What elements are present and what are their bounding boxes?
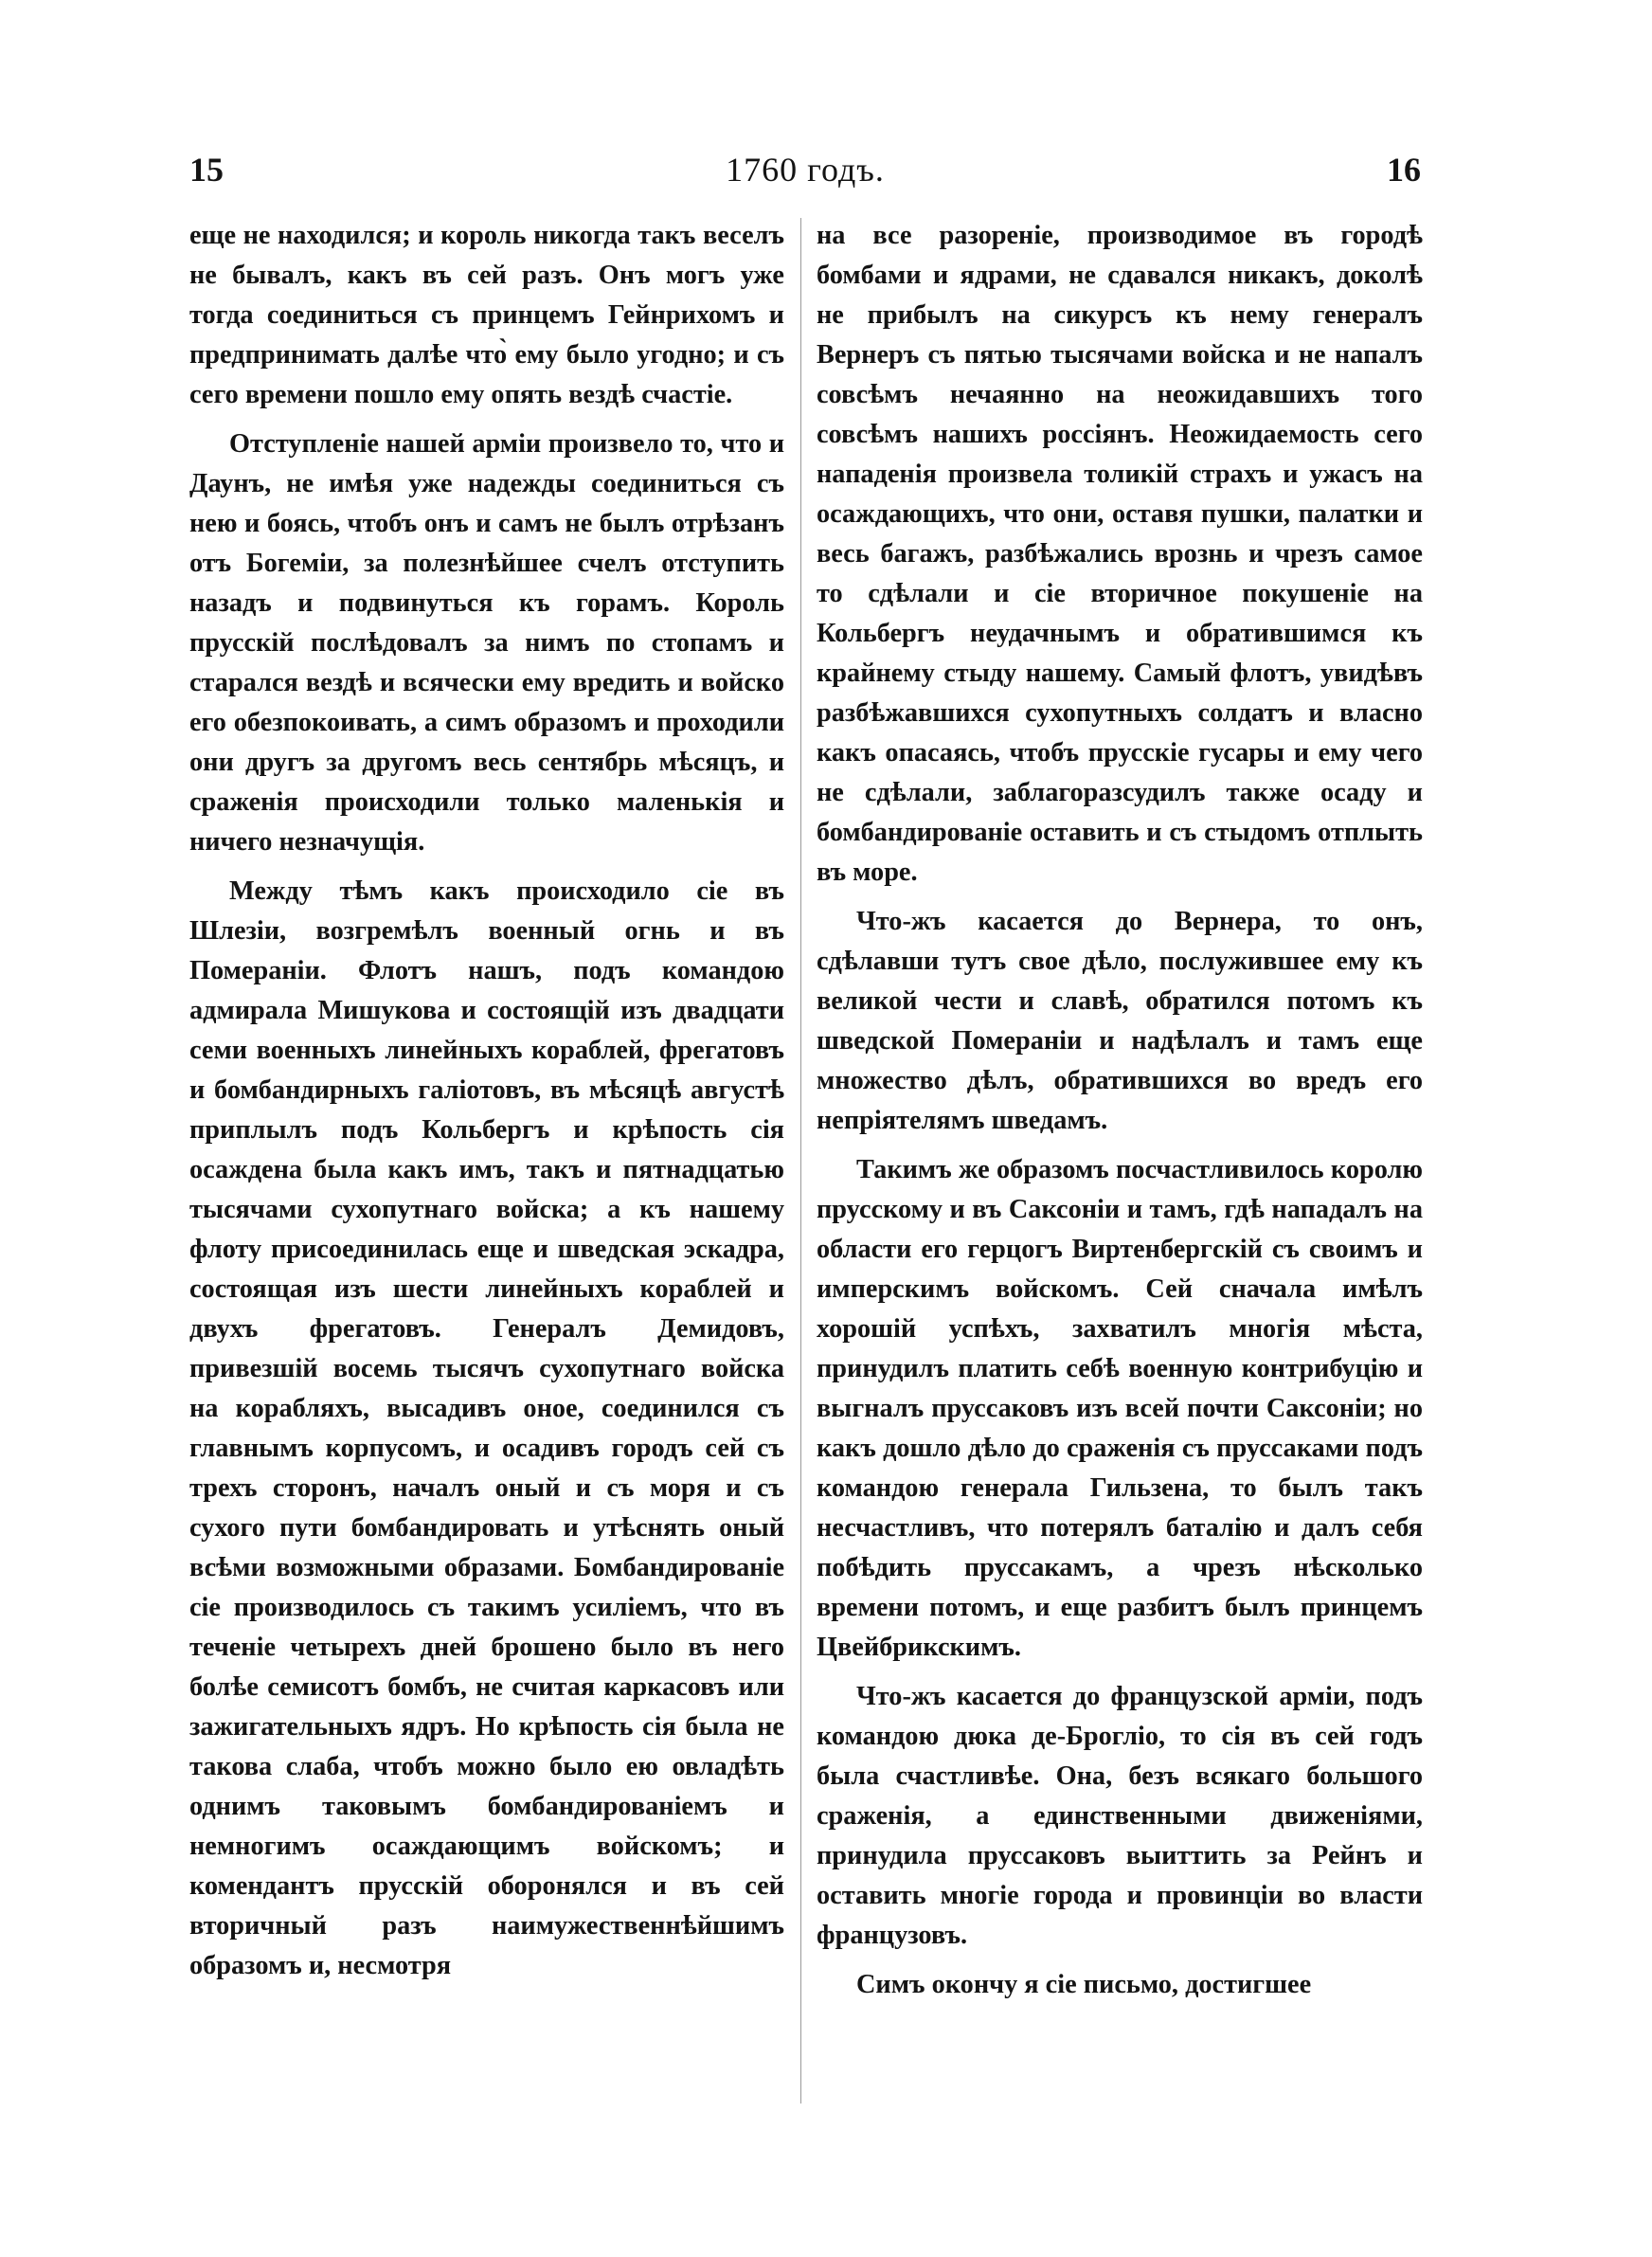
page-number-left: 15 <box>189 151 224 189</box>
paragraph: Что-жъ касается до французской арміи, подъ командою дюка де-Брогліо, то сія въ сей годъ была счастливѣе. Она, безъ всякаго большого сраженія, а единственными движеніями, принудила пруссаковъ выиттить за Рейнъ и оставить многіе города и провинціи во власти французовъ. <box>817 1682 1423 1950</box>
running-title: 1760 годъ. <box>726 151 885 189</box>
paragraph: Отступленіе нашей арміи произвело то, что и Даунъ, не имѣя уже надежды соединиться съ нею и боясь, чтобъ онъ и самъ не былъ отрѣзанъ отъ Богеміи, за полезнѣйшее счелъ отступить назадъ и подвинуться къ горамъ. Король прусскій послѣдовалъ за нимъ по стопамъ и старался вездѣ и всячески ему вредить и войско его обезпокоивать, а симъ образомъ и проходили они другъ за другомъ весь сентябрь мѣсяцъ, и сраженія происходили только маленькія и ничего незначущія. <box>189 429 784 857</box>
paragraph: на все разореніе, производимое въ городѣ бомбами и ядрами, не сдавался никакъ, доколѣ не прибылъ на сикурсъ къ нему генералъ Вернеръ съ пятью тысячами войска и не напалъ совсѣмъ нечаянно на неожидавшихъ того совсѣмъ нашихъ россіянъ. Неожидаемость сего нападенія произвела толикій страхъ и ужасъ на осаждающихъ, что они, оставя пушки, палатки и весь багажъ, разбѣжались врознь и чрезъ самое то сдѣлали и сіе вторичное покушеніе на Кольбергъ неудачнымъ и обратившимся къ крайнему стыду нашему. Самый флотъ, увидѣвъ разбѣжавшихся сухопутныхъ солдатъ и власно какъ опасаясь, чтобъ прусскіе гусары и ему чего не сдѣлали, заблагоразсудилъ также осаду и бомбандированіе оставить и съ стыдомъ отплыть въ море. <box>817 221 1423 887</box>
paragraph: Симъ окончу я сіе письмо, достигшее <box>856 1970 1312 1999</box>
page-number-right: 16 <box>1387 151 1421 189</box>
paragraph: Между тѣмъ какъ происходило сіе въ Шлезіи, возгремѣлъ военный огнь и въ Помераніи. Флотъ нашъ, подъ командою адмирала Мишукова и состоящій изъ двадцати семи военныхъ линейныхъ кораблей, фрегатовъ и бомбандирныхъ галіотовъ, въ мѣсяцѣ августѣ приплылъ подъ Кольбергъ и крѣпость сія осаждена была какъ имъ, такъ и пятнадцатью тысячами сухопутнаго войска; а къ нашему флоту присоединилась еще и шведская эскадра, состоящая изъ шести линейныхъ кораблей и двухъ фрегатовъ. Генералъ Демидовъ, привезшій восемь тысячъ сухопутнаго войска на корабляхъ, высадивъ оное, соединился съ главнымъ корпусомъ, и осадивъ городъ сей съ трехъ сторонъ, началъ оный и съ моря и съ сухого пути бомбандировать и утѣснять оный всѣми возможными образами. Бомбандированіе сіе производилось съ такимъ усиліемъ, что въ теченіе четырехъ дней брошено было въ него болѣе семисотъ бомбъ, не считая каркасовъ или зажигательныхъ ядръ. Но крѣпость сія была не такова слаба, чтобъ можно было ею овладѣть однимъ таковымъ бомбандированіемъ и немногимъ осаждающимъ войскомъ; и комендантъ прусскій оборонялся и въ сей вторичный разъ наимужественнѣйшимъ образомъ и, несмотря <box>189 876 784 1980</box>
column-divider <box>800 218 801 2104</box>
paragraph: Что-жъ касается до Вернера, то онъ, сдѣлавши тутъ свое дѣло, послужившее ему къ великой чести и славѣ, обратился потомъ къ шведской Помераніи и надѣлалъ и тамъ еще множество дѣлъ, обратившихся во вредъ его непріятелямъ шведамъ. <box>817 907 1423 1135</box>
right-column <box>817 216 1423 2005</box>
page-header <box>189 150 1421 207</box>
left-column <box>189 216 784 1986</box>
paragraph: Такимъ же образомъ посчастливилось королю прусскому и въ Саксоніи и тамъ, гдѣ нападалъ на области его герцогъ Виртенбергскій съ своимъ и имперскимъ войскомъ. Сей сначала имѣлъ хорошій успѣхъ, захватилъ многія мѣста, принудилъ платить себѣ военную контрибуцію и выгналъ пруссаковъ изъ всей почти Саксоніи; но какъ дошло дѣло до сраженія съ пруссаками подъ командою генерала Гильзена, то былъ такъ несчастливъ, что потерялъ баталію и далъ себя побѣдить пруссакамъ, а чрезъ нѣсколько времени потомъ, и еще разбитъ былъ принцемъ Цвейбрикскимъ. <box>817 1155 1423 1662</box>
paragraph: еще не находился; и король никогда такъ веселъ не бывалъ, какъ въ сей разъ. Онъ могъ уже тогда соединиться съ принцемъ Гейнрихомъ и предпринимать далѣе что̀ ему было угодно; и съ сего времени пошло ему опять вездѣ счастіе. <box>189 221 784 409</box>
